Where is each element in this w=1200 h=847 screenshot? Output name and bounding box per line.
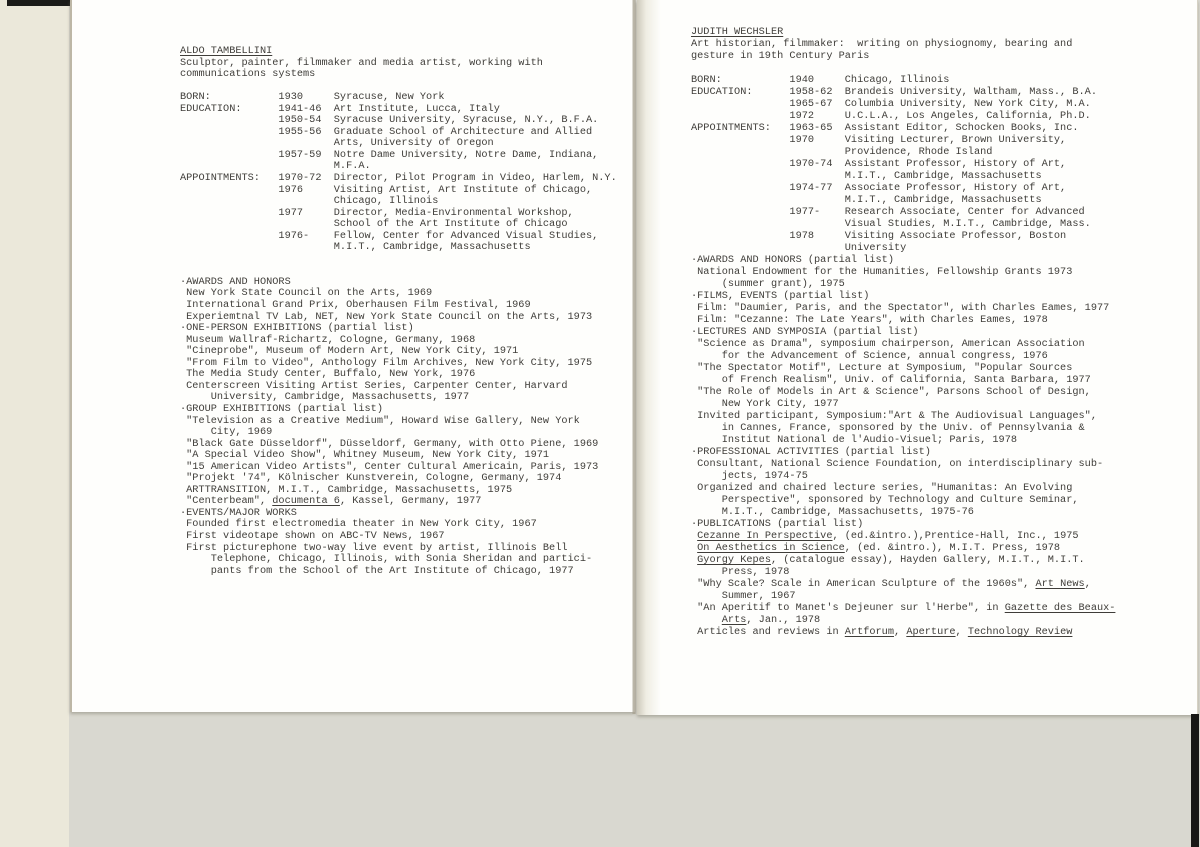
text-line: 1977 Director, Media-Environmental Workshop, bbox=[180, 206, 574, 219]
text-line: Chicago, Illinois bbox=[180, 195, 439, 208]
text-line: The Media Study Center, Buffalo, New York, 1976 bbox=[180, 368, 476, 381]
text-line: 1970 Visiting Lecturer, Brown University, bbox=[691, 134, 1067, 146]
text-line: 1972 U.C.L.A., Los Angeles, California, Ph.D. bbox=[691, 110, 1091, 122]
text-line: 1976 Visiting Artist, Art Institute of Chicago, bbox=[180, 183, 593, 196]
right-page-text bbox=[691, 26, 1115, 638]
text-line: of French Realism", Univ. of California, Santa Barbara, 1977 bbox=[691, 374, 1091, 386]
text-line: ·PUBLICATIONS (partial list) bbox=[691, 518, 864, 530]
text-line: Sculptor, painter, filmmaker and media artist, working with bbox=[180, 56, 543, 69]
text-line: APPOINTMENTS: 1970-72 Director, Pilot Program in Video, Harlem, N.Y. bbox=[180, 172, 617, 185]
text-line: M.I.T., Cambridge, Massachusetts, 1975-76 bbox=[691, 506, 974, 518]
text-line: communications systems bbox=[180, 68, 316, 81]
text-line: "An Aperitif to Manet's Dejeuner sur l'Herbe", in Gazette des Beaux- bbox=[691, 602, 1116, 614]
text-line: ARTTRANSITION, M.I.T., Cambridge, Massachusetts, 1975 bbox=[180, 483, 513, 496]
text-line: Arts, Jan., 1978 bbox=[721, 614, 821, 626]
text-line: ·ONE-PERSON EXHIBITIONS (partial list) bbox=[180, 322, 414, 335]
text-line: ·AWARDS AND HONORS bbox=[180, 275, 291, 288]
text-line: New York City, 1977 bbox=[691, 398, 839, 410]
text-line: 1974-77 Associate Professor, History of Art, bbox=[691, 182, 1067, 194]
text-line: 1976- Fellow, Center for Advanced Visual Studies, bbox=[180, 229, 599, 242]
text-line: M.I.T., Cambridge, Massachusetts bbox=[691, 170, 1042, 182]
text-line: "The Spectator Motif", Lecture at Symposium, "Popular Sources bbox=[691, 362, 1073, 374]
text-line: Articles and reviews in Artforum, Aperture, Technology Review bbox=[691, 626, 1073, 638]
text-line: New York State Council on the Arts, 1969 bbox=[180, 287, 433, 300]
text-line: gesture in 19th Century Paris bbox=[691, 50, 870, 62]
text-line: EDUCATION: 1958-62 Brandeis University, Waltham, Mass., B.A. bbox=[691, 86, 1097, 98]
text-line: M.I.T., Cambridge, Massachusetts bbox=[180, 241, 531, 254]
page-gutter bbox=[632, 0, 636, 714]
text-line: for the Advancement of Science, annual congress, 1976 bbox=[691, 350, 1048, 362]
text-line: "Projekt '74", Kölnischer Kunstverein, Cologne, Germany, 1974 bbox=[180, 472, 562, 485]
text-line: Organized and chaired lecture series, "Humanitas: An Evolving bbox=[691, 482, 1073, 494]
text-line bbox=[180, 254, 617, 266]
text-line: M.F.A. bbox=[180, 160, 371, 173]
text-line: ·AWARDS AND HONORS (partial list) bbox=[691, 254, 894, 266]
text-line: Film: "Daumier, Paris, and the Spectator", with Charles Eames, 1977 bbox=[691, 302, 1110, 314]
text-line: "Television as a Creative Medium", Howard Wise Gallery, New York bbox=[180, 414, 580, 427]
text-line: JUDITH WECHSLER bbox=[691, 26, 784, 38]
text-line: University, Cambridge, Massachusetts, 1977 bbox=[180, 391, 470, 404]
text-line: EDUCATION: 1941-46 Art Institute, Lucca, Italy bbox=[180, 102, 500, 115]
text-line: School of the Art Institute of Chicago bbox=[180, 218, 568, 231]
text-line: First videotape shown on ABC-TV News, 1967 bbox=[180, 529, 445, 542]
text-line: Gyorgy Kepes, (catalogue essay), Hayden Gallery, M.I.T., M.I.T. bbox=[697, 554, 1085, 566]
text-line: ALDO TAMBELLINI bbox=[180, 45, 273, 57]
text-line: International Grand Prix, Oberhausen Film Festival, 1969 bbox=[180, 299, 531, 312]
top-edge-black-mark bbox=[7, 0, 72, 6]
text-line: jects, 1974-75 bbox=[691, 470, 808, 482]
text-line: Press, 1978 bbox=[691, 566, 790, 578]
text-line: "Centerbeam", documenta 6, Kassel, Germany, 1977 bbox=[180, 495, 482, 508]
text-line: 1970-74 Assistant Professor, History of Art, bbox=[691, 158, 1067, 170]
text-line: On Aesthetics in Science, (ed. &intro.), M.I.T. Press, 1978 bbox=[697, 542, 1061, 554]
book-cover-strip bbox=[0, 0, 69, 847]
text-line: 1977- Research Associate, Center for Advanced bbox=[691, 206, 1085, 218]
text-line: National Endowment for the Humanities, Fellowship Grants 1973 bbox=[691, 266, 1073, 278]
text-line: Film: "Cezanne: The Late Years", with Charles Eames, 1978 bbox=[691, 314, 1048, 326]
text-line: "Why Scale? Scale in American Sculpture of the 1960s", Art News, bbox=[691, 578, 1091, 590]
text-line: 1950-54 Syracuse University, Syracuse, N.Y., B.F.A. bbox=[180, 114, 599, 127]
text-line: "From Film to Video", Anthology Film Archives, New York City, 1975 bbox=[180, 356, 593, 369]
text-line: 1957-59 Notre Dame University, Notre Dame, Indiana, bbox=[180, 148, 599, 161]
text-line: Museum Wallraf-Richartz, Cologne, Germany, 1968 bbox=[180, 333, 476, 346]
text-line: Consultant, National Science Foundation, on interdisciplinary sub- bbox=[691, 458, 1104, 470]
left-page-text bbox=[180, 46, 617, 577]
text-line: "The Role of Models in Art & Science", Parsons School of Design, bbox=[691, 386, 1091, 398]
text-line: "Science as Drama", symposium chairperson, American Association bbox=[691, 338, 1085, 350]
text-line: Providence, Rhode Island bbox=[691, 146, 993, 158]
text-line: (summer grant), 1975 bbox=[691, 278, 845, 290]
text-line: City, 1969 bbox=[180, 426, 273, 439]
text-line: Arts, University of Oregon bbox=[180, 137, 494, 150]
text-line: University bbox=[691, 242, 907, 254]
text-line: in Cannes, France, sponsored by the Univ. of Pennsylvania & bbox=[691, 422, 1085, 434]
text-line: "A Special Video Show", Whitney Museum, New York City, 1971 bbox=[180, 449, 550, 462]
text-line: "Black Gate Düsseldorf", Düsseldorf, Germany, with Otto Piene, 1969 bbox=[180, 437, 599, 450]
text-line: "15 American Video Artists", Center Cultural Americain, Paris, 1973 bbox=[180, 460, 599, 473]
text-line: ·GROUP EXHIBITIONS (partial list) bbox=[180, 402, 383, 415]
text-line: 1955-56 Graduate School of Architecture and Allied bbox=[180, 125, 593, 138]
text-line: Visual Studies, M.I.T., Cambridge, Mass. bbox=[691, 218, 1091, 230]
text-line bbox=[691, 62, 1115, 74]
text-line: ·EVENTS/MAJOR WORKS bbox=[180, 506, 297, 519]
text-line: Perspective", sponsored by Technology and Culture Seminar, bbox=[691, 494, 1079, 506]
text-line: ·LECTURES AND SYMPOSIA (partial list) bbox=[691, 326, 919, 338]
text-line: Founded first electromedia theater in New York City, 1967 bbox=[180, 518, 537, 531]
text-line: 1978 Visiting Associate Professor, Boston bbox=[691, 230, 1067, 242]
text-line: ·FILMS, EVENTS (partial list) bbox=[691, 290, 870, 302]
right-edge-black-mark bbox=[1191, 714, 1199, 847]
text-line: Experiemtnal TV Lab, NET, New York State Council on the Arts, 1973 bbox=[180, 310, 593, 323]
text-line: BORN: 1930 Syracuse, New York bbox=[180, 91, 445, 104]
text-line: Art historian, filmmaker: writing on physiognomy, bearing and bbox=[691, 38, 1073, 50]
text-line: Cezanne In Perspective, (ed.&intro.),Prentice-Hall, Inc., 1975 bbox=[697, 530, 1079, 542]
text-line: Invited participant, Symposium:"Art & The Audiovisual Languages", bbox=[691, 410, 1097, 422]
text-line: Telephone, Chicago, Illinois, with Sonia Sheridan and partici- bbox=[180, 553, 593, 566]
text-line: ·PROFESSIONAL ACTIVITIES (partial list) bbox=[691, 446, 931, 458]
left-page bbox=[70, 0, 635, 712]
text-line: BORN: 1940 Chicago, Illinois bbox=[691, 74, 950, 86]
right-page bbox=[637, 0, 1198, 715]
text-line: M.I.T., Cambridge, Massachusetts bbox=[691, 194, 1042, 206]
text-line: Centerscreen Visiting Artist Series, Carpenter Center, Harvard bbox=[180, 379, 568, 392]
text-line: "Cineprobe", Museum of Modern Art, New York City, 1971 bbox=[180, 345, 519, 358]
text-line: First picturephone two-way live event by artist, Illinois Bell bbox=[180, 541, 568, 554]
text-line: Summer, 1967 bbox=[691, 590, 796, 602]
text-line: 1965-67 Columbia University, New York City, M.A. bbox=[691, 98, 1091, 110]
text-line: APPOINTMENTS: 1963-65 Assistant Editor, Schocken Books, Inc. bbox=[691, 122, 1079, 134]
text-line: pants from the School of the Art Institute of Chicago, 1977 bbox=[180, 564, 574, 577]
text-line: Institut National de l'Audio-Visuel; Paris, 1978 bbox=[691, 434, 1018, 446]
